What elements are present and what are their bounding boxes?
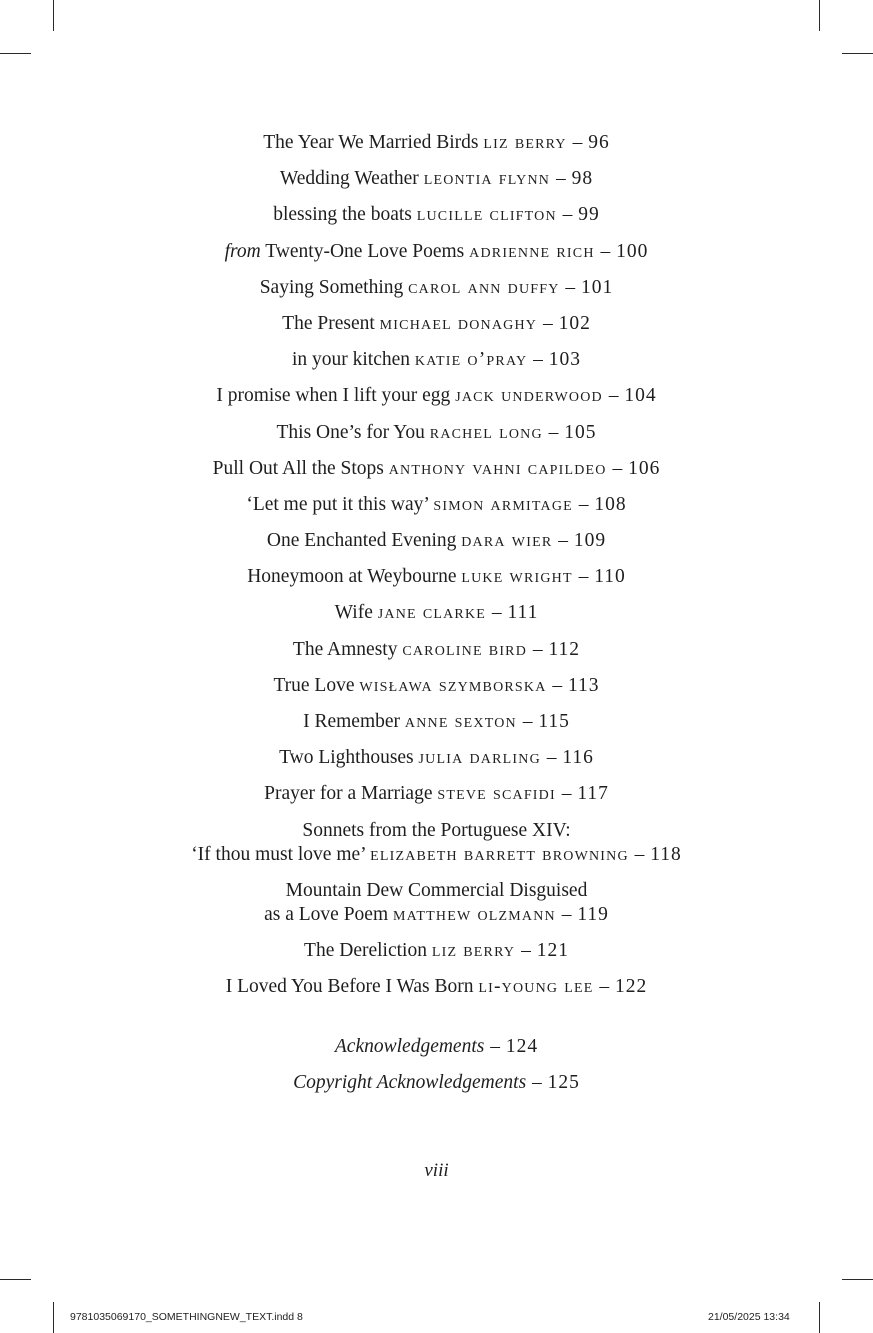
toc-entry-title: I promise when I lift your egg bbox=[216, 385, 451, 407]
toc-entry-dash: – bbox=[572, 132, 583, 153]
toc-entry-page-number: 104 bbox=[624, 385, 657, 407]
toc-entry-dash: – bbox=[521, 939, 531, 961]
toc-entry-page-number: 98 bbox=[571, 168, 594, 190]
toc-entry-dash: – bbox=[532, 638, 543, 660]
toc-entry-dash: – bbox=[599, 976, 610, 998]
toc-entry-title: Wife bbox=[334, 602, 373, 624]
toc-entry-title: The Year We Married Birds bbox=[263, 132, 479, 153]
toc-entry-page-number: 118 bbox=[650, 843, 682, 865]
toc-entry-author: lucille clifton bbox=[416, 204, 557, 226]
toc-entry-author: liz berry bbox=[483, 132, 567, 153]
toc-entry-title: The Dereliction bbox=[304, 939, 427, 961]
toc-entry bbox=[0, 131, 873, 155]
toc-entry-title: True Love bbox=[273, 674, 355, 696]
toc-entry-dash: – bbox=[565, 276, 576, 298]
toc-entry-dash: – bbox=[558, 530, 568, 552]
toc-entry bbox=[0, 975, 873, 999]
toc-entry-page-number: 115 bbox=[538, 711, 570, 732]
crop-mark-top-left bbox=[53, 0, 54, 31]
back-matter-title: Acknowledgements bbox=[334, 1036, 485, 1057]
toc-entry bbox=[0, 529, 873, 553]
toc-entry-title: Two Lighthouses bbox=[279, 747, 414, 769]
toc-entry-author: matthew olzmann bbox=[393, 903, 556, 925]
toc-entry-title: ‘If thou must love me’ bbox=[191, 843, 366, 865]
toc-entry-author: rachel long bbox=[429, 421, 543, 443]
toc-entry-dash: – bbox=[555, 168, 566, 190]
toc-entry bbox=[0, 879, 873, 927]
crop-mark-left-bottom bbox=[0, 1279, 31, 1280]
back-matter-dash: – bbox=[532, 1072, 542, 1094]
toc-entry bbox=[0, 167, 873, 191]
toc-entry bbox=[0, 710, 873, 734]
toc-entry-page-number: 103 bbox=[548, 349, 582, 371]
back-matter-page-number: 124 bbox=[505, 1036, 539, 1057]
toc-entry-page-number: 109 bbox=[573, 530, 607, 552]
toc-entry-page-number: 121 bbox=[536, 939, 569, 961]
toc-entry-page-number: 101 bbox=[581, 276, 614, 298]
back-matter-dash: – bbox=[490, 1036, 500, 1057]
toc-entry-prefix: from bbox=[224, 240, 261, 262]
toc-entry bbox=[0, 457, 873, 481]
toc-entry-author: michael donaghy bbox=[379, 312, 538, 334]
slug-date-time: 21/05/2025 13:34 bbox=[708, 1311, 790, 1323]
toc-entry-title: Wedding Weather bbox=[279, 168, 419, 190]
toc-entry-author: adrienne rich bbox=[469, 240, 595, 262]
toc-entry bbox=[0, 674, 873, 698]
toc-entry-dash: – bbox=[600, 240, 611, 262]
toc-entry-title: Honeymoon at Weybourne bbox=[247, 566, 457, 588]
toc-entry-page-number: 99 bbox=[578, 204, 600, 226]
toc-entry-dash: – bbox=[522, 711, 533, 732]
toc-entry-page-number: 102 bbox=[558, 312, 591, 334]
toc-entry-title: This One’s for You bbox=[276, 421, 425, 443]
toc-entry-dash: – bbox=[548, 421, 559, 443]
toc-entry-author: li-young lee bbox=[478, 976, 594, 998]
toc-entry-title: Pull Out All the Stops bbox=[212, 457, 384, 479]
toc-entry-page-number: 111 bbox=[507, 602, 539, 624]
back-matter-title: Copyright Acknowledgements bbox=[293, 1072, 527, 1094]
toc-entry-title: The Amnesty bbox=[292, 638, 398, 660]
toc-entry-page-number: 119 bbox=[577, 903, 609, 925]
page-number: viii bbox=[424, 1160, 449, 1181]
toc-entry-author: carol ann duffy bbox=[408, 276, 560, 298]
toc-entry-author: katie o’pray bbox=[414, 349, 528, 371]
toc-entry-title: One Enchanted Evening bbox=[266, 530, 457, 552]
toc-entry-dash: – bbox=[561, 783, 572, 805]
toc-entry-dash: – bbox=[533, 349, 543, 371]
toc-entry-page-number: 113 bbox=[568, 674, 600, 696]
toc-entry bbox=[0, 493, 873, 517]
toc-entry-author: steve scafidi bbox=[437, 783, 556, 805]
toc-entry-author: simon armitage bbox=[433, 493, 573, 515]
toc-entry-title: as a Love Poem bbox=[264, 903, 389, 925]
toc-entry bbox=[0, 819, 873, 867]
crop-mark-bottom-left bbox=[53, 1302, 54, 1333]
toc-entry-author: elizabeth barrett browning bbox=[370, 843, 629, 865]
toc-entry-page-number: 117 bbox=[577, 783, 609, 805]
crop-mark-top-right bbox=[819, 0, 820, 31]
toc-entry bbox=[0, 601, 873, 625]
toc-entry-author: julia darling bbox=[418, 747, 541, 769]
toc-entry-author: anthony vahni capildeo bbox=[388, 457, 607, 479]
toc-entry-title: in your kitchen bbox=[291, 349, 411, 371]
toc-entry bbox=[0, 203, 873, 227]
toc-entry-title: The Present bbox=[282, 312, 375, 334]
toc-entry-author: luke wright bbox=[461, 566, 573, 588]
toc-entry bbox=[0, 348, 873, 372]
toc-entry bbox=[0, 276, 873, 300]
toc-entry-title: I Remember bbox=[303, 711, 401, 732]
back-matter-entry bbox=[0, 1071, 873, 1095]
crop-mark-bottom-right bbox=[819, 1302, 820, 1333]
toc-entry-title-line-1: Sonnets from the Portuguese XIV: bbox=[302, 819, 571, 841]
toc-entry-author: jane clarke bbox=[377, 602, 487, 624]
back-matter-page-number: 125 bbox=[547, 1072, 580, 1094]
toc-entry-page-number: 100 bbox=[616, 240, 649, 262]
toc-entry-line-2 bbox=[0, 843, 873, 867]
toc-entry-page-number: 110 bbox=[594, 566, 626, 588]
toc-entry-title: Saying Something bbox=[259, 276, 404, 298]
toc-entry-title: I Loved You Before I Was Born bbox=[225, 976, 474, 998]
table-of-contents bbox=[0, 131, 873, 1011]
toc-entry-author: dara wier bbox=[461, 530, 553, 552]
toc-entry-line-2 bbox=[0, 903, 873, 927]
crop-mark-left-top bbox=[0, 53, 31, 54]
toc-entry-author: caroline bird bbox=[402, 638, 528, 660]
toc-entry-dash: – bbox=[578, 493, 589, 515]
toc-entry-page-number: 106 bbox=[628, 457, 661, 479]
toc-entry-page-number: 108 bbox=[594, 493, 627, 515]
toc-entry-title-line-1: Mountain Dew Commercial Disguised bbox=[285, 879, 588, 901]
toc-entry-author: leontia flynn bbox=[423, 168, 551, 190]
toc-entry-dash: – bbox=[561, 903, 572, 925]
toc-entry-author: wisława szymborska bbox=[359, 674, 547, 696]
toc-entry-dash: – bbox=[546, 747, 557, 769]
toc-entry-author: jack underwood bbox=[455, 385, 603, 407]
back-matter-entry bbox=[0, 1035, 873, 1059]
toc-entry-title: ‘Let me put it this way’ bbox=[246, 493, 429, 515]
toc-entry-author: liz berry bbox=[431, 939, 516, 961]
toc-entry-page-number: 96 bbox=[588, 132, 610, 153]
slug-file-name: 9781035069170_SOMETHINGNEW_TEXT.indd 8 bbox=[70, 1311, 303, 1323]
toc-entry-dash: – bbox=[562, 204, 573, 226]
toc-entry-author: anne sexton bbox=[404, 711, 517, 732]
crop-mark-right-bottom bbox=[842, 1279, 873, 1280]
toc-entry-title: blessing the boats bbox=[273, 204, 412, 226]
toc-entry-dash: – bbox=[552, 674, 563, 696]
toc-entry-page-number: 112 bbox=[548, 638, 581, 660]
toc-entry-page-number: 105 bbox=[564, 421, 597, 443]
toc-entry bbox=[0, 746, 873, 770]
toc-entry-title: Prayer for a Marriage bbox=[264, 783, 433, 805]
toc-entry-dash: – bbox=[612, 457, 623, 479]
toc-entry bbox=[0, 565, 873, 589]
toc-entry bbox=[0, 312, 873, 336]
toc-entry-dash: – bbox=[634, 843, 645, 865]
toc-entry-dash: – bbox=[578, 566, 589, 588]
toc-entry bbox=[0, 939, 873, 963]
toc-entry bbox=[0, 782, 873, 806]
back-matter-list bbox=[0, 1035, 873, 1107]
toc-entry bbox=[0, 421, 873, 445]
toc-entry-dash: – bbox=[608, 385, 619, 407]
toc-entry bbox=[0, 638, 873, 662]
toc-entry bbox=[0, 240, 873, 264]
crop-mark-right-top bbox=[842, 53, 873, 54]
toc-entry-dash: – bbox=[542, 312, 553, 334]
toc-entry-page-number: 122 bbox=[615, 976, 648, 998]
toc-entry bbox=[0, 384, 873, 408]
toc-entry-title: Twenty-One Love Poems bbox=[265, 240, 465, 262]
toc-entry-page-number: 116 bbox=[562, 747, 594, 769]
toc-entry-dash: – bbox=[491, 602, 502, 624]
